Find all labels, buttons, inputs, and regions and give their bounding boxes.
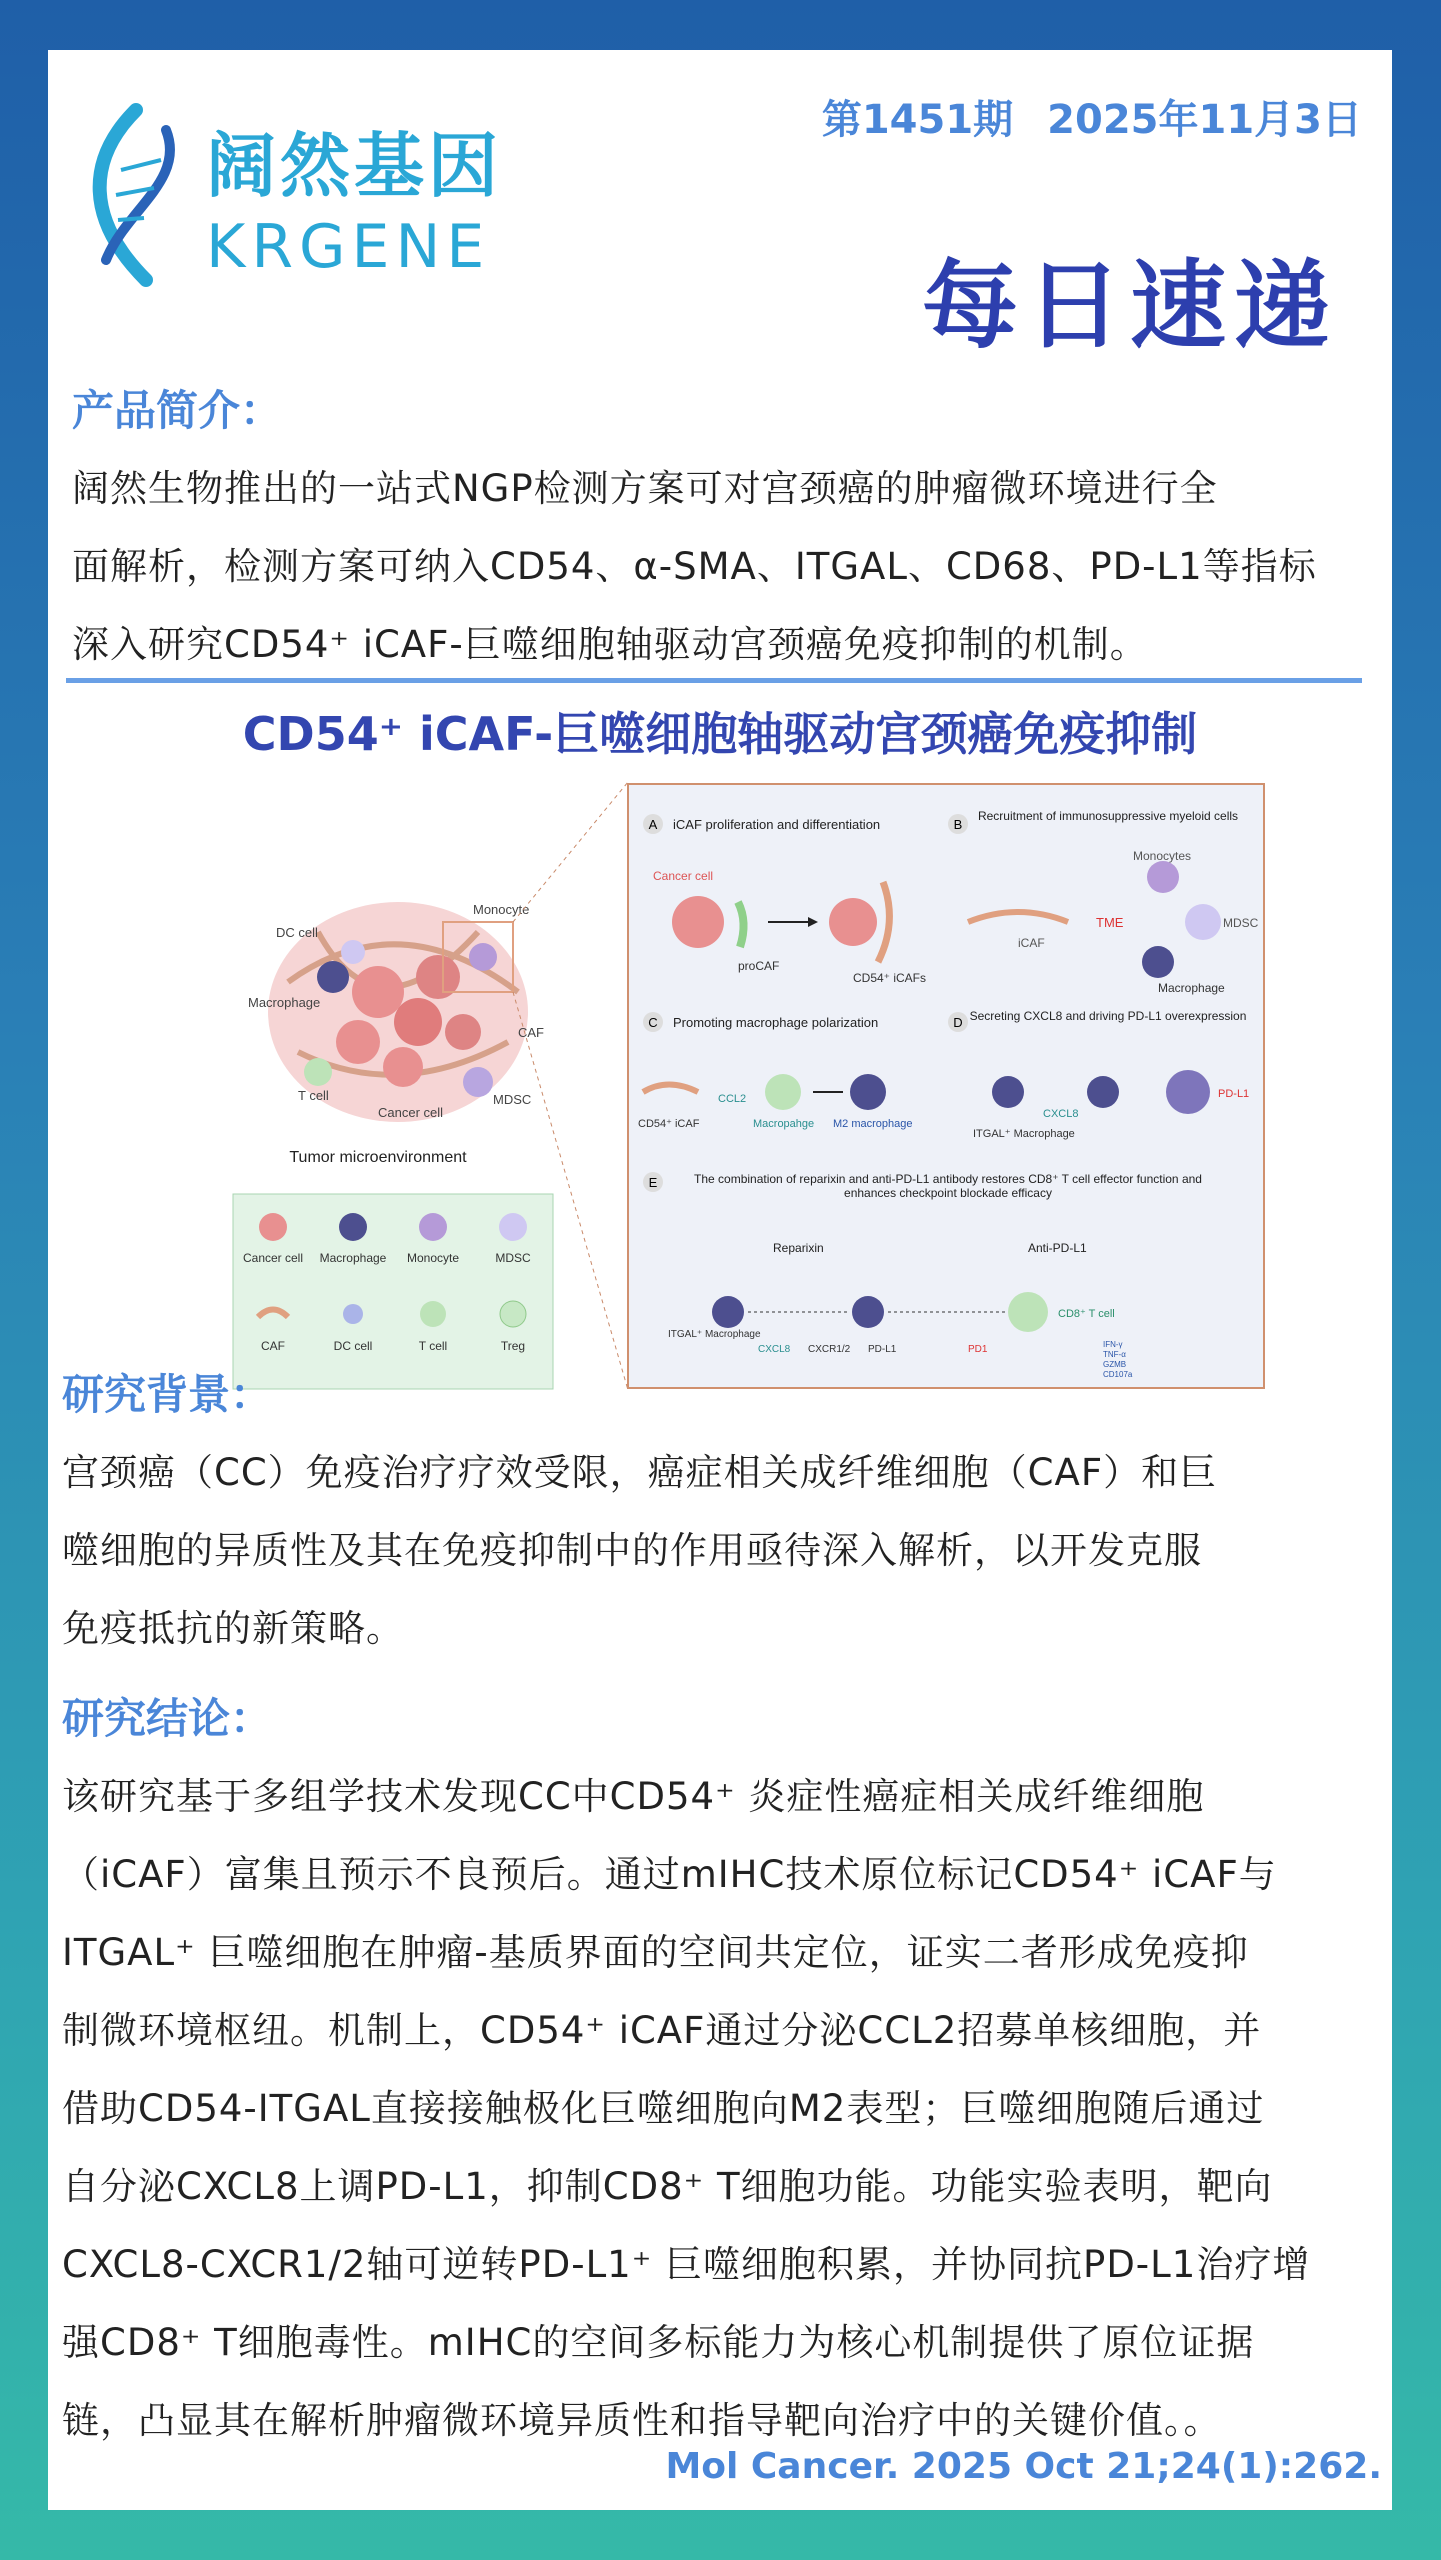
legend-label: Macrophage — [319, 1251, 387, 1265]
tme-label: MDSC — [493, 1092, 532, 1107]
conclusion-text — [62, 1758, 1382, 2460]
panel-label: PD1 — [968, 1344, 988, 1355]
panel-label: CXCL8 — [1043, 1108, 1079, 1120]
conclusion-line: 该研究基于多组学技术发现CC中CD54⁺ 炎症性癌症相关成纤维细胞 — [62, 1775, 1205, 1818]
product-line: 阔然生物推出的一站式NGP检测方案可对宫颈癌的肿瘤微环境进行全 — [72, 467, 1218, 510]
panel-label: Cancer cell — [653, 869, 714, 883]
product-section-title: 产品简介： — [72, 386, 283, 435]
panel-label: TME — [1096, 915, 1124, 930]
panel-label: GZMB — [1103, 1360, 1127, 1369]
panel-title: Secreting CXCL8 and driving PD-L1 overexpression — [969, 1009, 1247, 1023]
panel-label: Anti-PD-L1 — [1028, 1241, 1087, 1255]
background-line: 宫颈癌（CC）免疫治疗疗效受限，癌症相关成纤维细胞（CAF）和巨 — [62, 1451, 1218, 1494]
tme-label: CAF — [518, 1025, 544, 1040]
panel-label: proCAF — [738, 959, 780, 973]
panel-label: Macrophage — [1158, 981, 1225, 995]
section-divider — [66, 678, 1362, 683]
legend-label: T cell — [418, 1339, 448, 1353]
panel-letter: A — [648, 817, 658, 832]
panel-label: PD-L1 — [868, 1344, 897, 1355]
conclusion-line: 制微环境枢纽。机制上，CD54⁺ iCAF通过分泌CCL2招募单核细胞，并 — [62, 2009, 1262, 2052]
panel-label: iCAF — [1018, 936, 1045, 950]
conclusion-line: ITGAL⁺ 巨噬细胞在肿瘤-基质界面的空间共定位，证实二者形成免疫抑 — [62, 1931, 1249, 1974]
tme-label: Cancer cell — [378, 1105, 444, 1120]
tme-label: Monocyte — [473, 902, 530, 917]
panel-label: M2 macrophage — [833, 1118, 913, 1130]
conclusion-section-title: 研究结论： — [62, 1694, 273, 1743]
tme-illustration — [248, 902, 544, 1166]
issue-info — [822, 88, 1362, 145]
panel-label: MDSC — [1223, 916, 1259, 930]
mechanism-figure — [228, 782, 1268, 1392]
issue-date: 2025年11月3日 — [1047, 97, 1362, 143]
legend-label: MDSC — [495, 1251, 531, 1265]
product-text — [72, 450, 1382, 684]
product-line: 面解析，检测方案可纳入CD54、α-SMA、ITGAL、CD68、PD-L1等指标 — [72, 545, 1317, 588]
brand-name-cn: 阔然基因 — [206, 125, 502, 207]
tme-caption: Tumor microenvironment — [289, 1149, 467, 1166]
panel-letter: E — [648, 1175, 658, 1190]
citation: Mol Cancer. 2025 Oct 21;24(1):262. — [665, 2446, 1382, 2487]
panel-label: CXCR1/2 — [808, 1344, 851, 1355]
panel-title: Recruitment of immunosuppressive myeloid cells — [977, 809, 1239, 823]
panel-label: CXCL8 — [758, 1344, 791, 1355]
page-headline: 每日速递 — [922, 250, 1338, 362]
panel-letter: B — [953, 817, 963, 832]
panel-title: Promoting macrophage polarization — [673, 1015, 879, 1030]
content-card — [48, 50, 1392, 2510]
conclusion-line: 借助CD54-ITGAL直接接触极化巨噬细胞向M2表型；巨噬细胞随后通过 — [62, 2087, 1265, 2130]
legend-label: CAF — [261, 1339, 285, 1353]
background-text — [62, 1434, 1382, 1668]
conclusion-line: 自分泌CXCL8上调PD-L1，抑制CD8⁺ T细胞功能。功能实验表明，靶向 — [62, 2165, 1273, 2208]
panel-label: CCL2 — [718, 1093, 747, 1105]
background-line: 免疫抵抗的新策略。 — [62, 1607, 404, 1650]
panel-letter: D — [953, 1015, 963, 1030]
issue-number: 第1451期 — [821, 97, 1014, 143]
brand-name-en: KRGENE — [206, 212, 491, 282]
panel-label: TNF-α — [1103, 1350, 1126, 1359]
dna-helix-icon — [66, 100, 196, 290]
panel-label: CD8⁺ T cell — [1058, 1308, 1115, 1320]
figure-title: CD54⁺ iCAF-巨噬细胞轴驱动宫颈癌免疫抑制 — [242, 707, 1198, 761]
background-section-title: 研究背景： — [62, 1370, 273, 1419]
product-line: 深入研究CD54⁺ iCAF-巨噬细胞轴驱动宫颈癌免疫抑制的机制。 — [72, 623, 1148, 666]
conclusion-line: 链，凸显其在解析肿瘤微环境异质性和指导靶向治疗中的关键价值。。 — [62, 2399, 1222, 2442]
panel-label: IFN-γ — [1103, 1340, 1123, 1349]
panel-label: PD-L1 — [1218, 1088, 1250, 1100]
conclusion-line: CXCL8-CXCR1/2轴可逆转PD-L1⁺ 巨噬细胞积累，并协同抗PD-L1治疗增 — [62, 2243, 1311, 2286]
legend-label: DC cell — [333, 1339, 373, 1353]
panel-label: CD54⁺ iCAF — [638, 1118, 700, 1130]
tme-label: Macrophage — [248, 995, 321, 1010]
mechanism-panels — [628, 784, 1264, 1388]
panel-label: CD54⁺ iCAFs — [853, 971, 927, 985]
cell-legend — [233, 1194, 553, 1389]
conclusion-line: 强CD8⁺ T细胞毒性。mIHC的空间多标能力为核心机制提供了原位证据 — [62, 2321, 1255, 2364]
legend-label: Cancer cell — [242, 1251, 304, 1265]
panel-label: Monocytes — [1133, 849, 1192, 863]
legend-label: Monocyte — [406, 1251, 460, 1265]
panel-label: ITGAL⁺ Macrophage — [668, 1329, 761, 1340]
panel-title: iCAF proliferation and differentiation — [673, 817, 881, 832]
panel-label: Reparixin — [773, 1241, 824, 1255]
tme-label: T cell — [298, 1088, 329, 1103]
background-line: 噬细胞的异质性及其在免疫抑制中的作用亟待深入解析，以开发克服 — [62, 1529, 1202, 1572]
panel-title: The combination of reparixin and anti-PD-L1 antibody restores CD8⁺ T cell effector function and enhances checkpoint blockade efficacy — [694, 1172, 1202, 1200]
conclusion-line: （iCAF）富集且预示不良预后。通过mIHC技术原位标记CD54⁺ iCAF与 — [62, 1853, 1277, 1896]
panel-label: Macropahge — [753, 1118, 815, 1130]
panel-label: ITGAL⁺ Macrophage — [973, 1128, 1075, 1140]
legend-label: Treg — [500, 1339, 526, 1353]
panel-label: CD107a — [1103, 1370, 1133, 1379]
tme-label: DC cell — [276, 925, 318, 940]
panel-letter: C — [648, 1015, 658, 1030]
krgene-logo — [66, 100, 526, 290]
